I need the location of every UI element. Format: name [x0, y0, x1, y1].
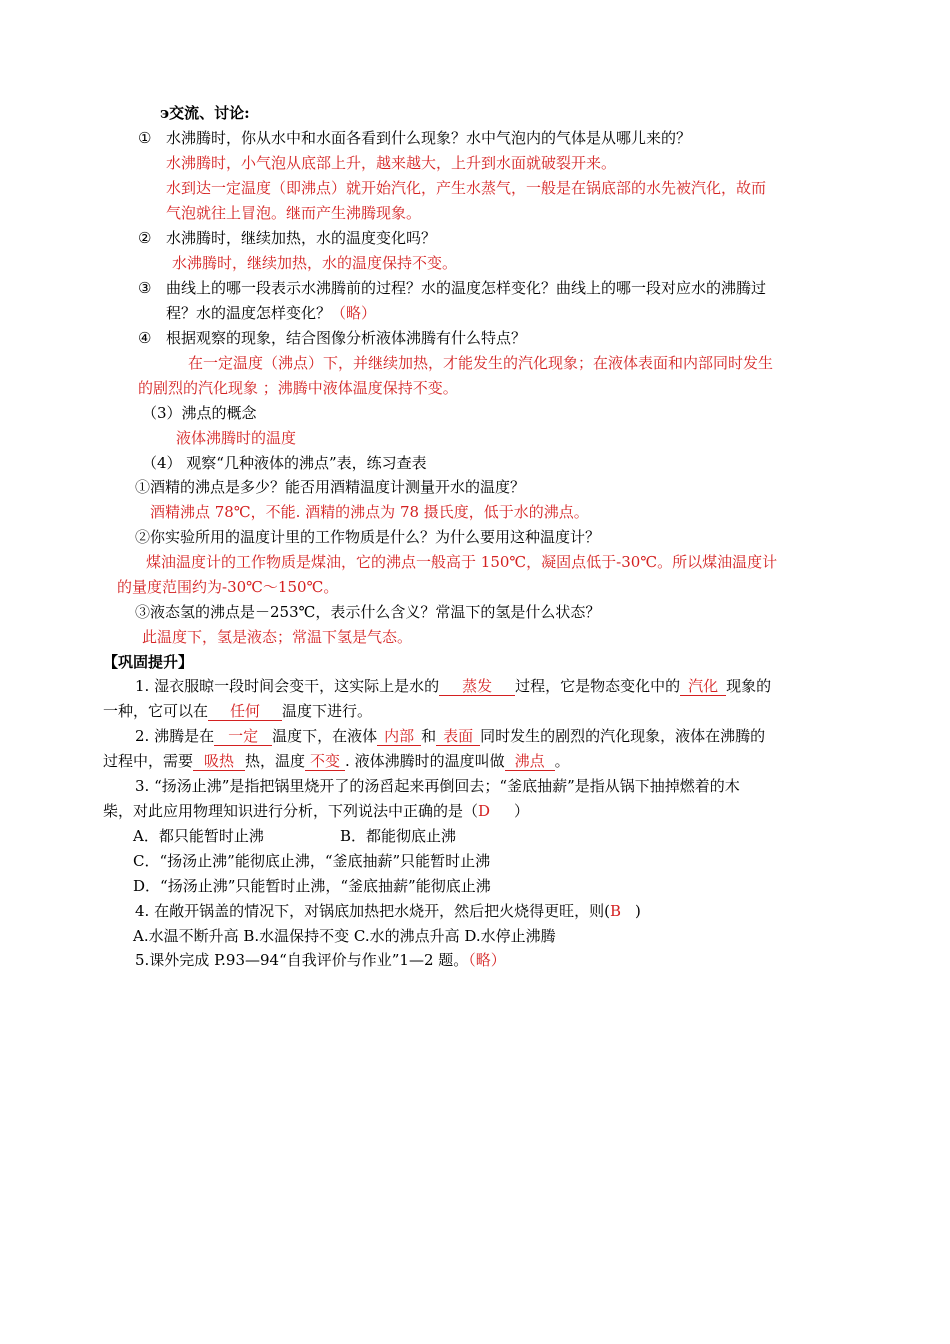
practice-3-question: ③液态氢的沸点是－253℃，表示什么含义？常温下的氢是什么状态？: [135, 603, 601, 621]
exercise-1-blank-2: 汽化: [680, 677, 726, 696]
q3-text-a: 曲线上的哪一段表示水沸腾前的过程？水的温度怎样变化？曲线上的哪一段对应水的沸腾过: [166, 279, 767, 297]
q4-text: 根据观察的现象，结合图像分析液体沸腾有什么特点？: [166, 329, 527, 347]
boiling-point-title: （3）沸点的概念: [142, 404, 257, 422]
consolidation-title: 【巩固提升】: [103, 653, 194, 671]
q1-number: ①: [138, 129, 152, 147]
exercise-3-option-c: C．“扬汤止沸”能彻底止沸，“釜底抽薪”只能暂时止沸: [133, 852, 491, 870]
practice-1-question: ①酒精的沸点是多少？能否用酒精温度计测量开水的温度？: [135, 478, 526, 496]
exercise-3-line-2: 柴，对此应用物理知识进行分析，下列说法中正确的是（D ）: [103, 802, 530, 820]
exercise-2-blank-6: 沸点: [505, 752, 555, 771]
q2-text: 水沸腾时，继续加热，水的温度变化吗？: [166, 229, 437, 247]
exercise-4-question: 4. 在敞开锅盖的情况下，对锅底加热把水烧开，然后把火烧得更旺，则(B ): [135, 902, 641, 920]
exercise-5: 5.课外完成 P.93—94“自我评价与作业”1—2 题。（略）: [135, 951, 506, 969]
q3-answer: （略）: [331, 304, 377, 322]
exercise-2-blank-5: 不变: [305, 752, 345, 771]
practice-1-answer: 酒精沸点 78℃，不能. 酒精的沸点为 78 摄氏度，低于水的沸点。: [150, 503, 589, 521]
exercise-5-answer: （略）: [468, 951, 506, 969]
exercise-3-line-1: 3. “扬汤止沸”是指把锅里烧开了的汤舀起来再倒回去；“釜底抽薪”是指从锅下抽掉燃着的木: [135, 777, 740, 795]
q3-number: ③: [138, 279, 152, 297]
exercise-2-blank-2: 内部: [377, 727, 421, 746]
exercise-1-line-1: 1. 湿衣服晾一段时间会变干，这实际上是水的 蒸发 过程，它是物态变化中的 汽化 现象的: [135, 677, 772, 695]
exercise-2-line-2: 过程中，需要 吸热 热，温度 不变 . 液体沸腾时的温度叫做 沸点 。: [103, 752, 570, 770]
exercise-3-answer: D: [478, 802, 491, 820]
q4-answer-b: 的剧烈的汽化现象 ；沸腾中液体温度保持不变。: [138, 379, 458, 397]
table-title: （4） 观察“几种液体的沸点”表，练习查表: [142, 454, 427, 472]
q3-text-b: 程？水的温度怎样变化？（略）: [166, 304, 377, 322]
exercise-4-options: A.水温不断升高 B.水温保持不变 C.水的沸点升高 D.水停止沸腾: [133, 927, 556, 945]
exercise-1-blank-3: 任何: [208, 702, 282, 721]
exercise-2-blank-1: 一定: [214, 727, 272, 746]
exercise-1-blank-1: 蒸发: [439, 677, 515, 696]
heading-bullet: ϶: [160, 104, 170, 122]
q1-text: 水沸腾时，你从水中和水面各看到什么现象？水中气泡内的气体是从哪儿来的？: [166, 129, 692, 147]
q4-number: ④: [138, 329, 152, 347]
discussion-heading: ϶交流、讨论:: [160, 104, 250, 122]
q1-answer-2b: 气泡就往上冒泡。继而产生沸腾现象。: [166, 204, 422, 222]
q1-answer-2a: 水到达一定温度（即沸点）就开始汽化，产生水蒸气，一般是在锅底部的水先被汽化，故而: [166, 179, 767, 197]
exercise-4-answer: B: [609, 902, 621, 920]
exercise-2-blank-4: 吸热: [193, 752, 245, 771]
q2-answer: 水沸腾时，继续加热，水的温度保持不变。: [172, 254, 458, 272]
exercise-2-line-1: 2. 沸腾是在 一定 温度下，在液体 内部 和 表面 同时发生的剧烈的汽化现象，液体在沸腾的: [135, 727, 766, 745]
boiling-point-definition: 液体沸腾时的温度: [176, 429, 297, 447]
practice-2-question: ②你实验所用的温度计里的工作物质是什么？为什么要用这种温度计？: [135, 528, 601, 546]
exercise-2-blank-3: 表面: [436, 727, 480, 746]
practice-2-answer-2: 的量度范围约为-30℃～150℃。: [117, 578, 339, 596]
q2-number: ②: [138, 229, 152, 247]
practice-2-answer-1: 煤油温度计的工作物质是煤油，它的沸点一般高于 150℃，凝固点低于-30℃。所以煤油温度计: [146, 553, 778, 571]
q1-answer-1: 水沸腾时，小气泡从底部上升，越来越大，上升到水面就破裂开来。: [166, 154, 617, 172]
exercise-3-option-b: B．都能彻底止沸: [340, 827, 457, 845]
exercise-3-option-d: D．“扬汤止沸”只能暂时止沸，“釜底抽薪”能彻底止沸: [133, 877, 491, 895]
q4-answer-a: 在一定温度（沸点）下，并继续加热，才能发生的汽化现象；在液体表面和内部同时发生: [188, 354, 774, 372]
exercise-1-line-2: 一种，它可以在 任何 温度下进行。: [103, 702, 373, 720]
exercise-3-option-a: A．都只能暂时止沸: [133, 827, 264, 845]
practice-3-answer: 此温度下，氢是液态；常温下氢是气态。: [142, 628, 413, 646]
